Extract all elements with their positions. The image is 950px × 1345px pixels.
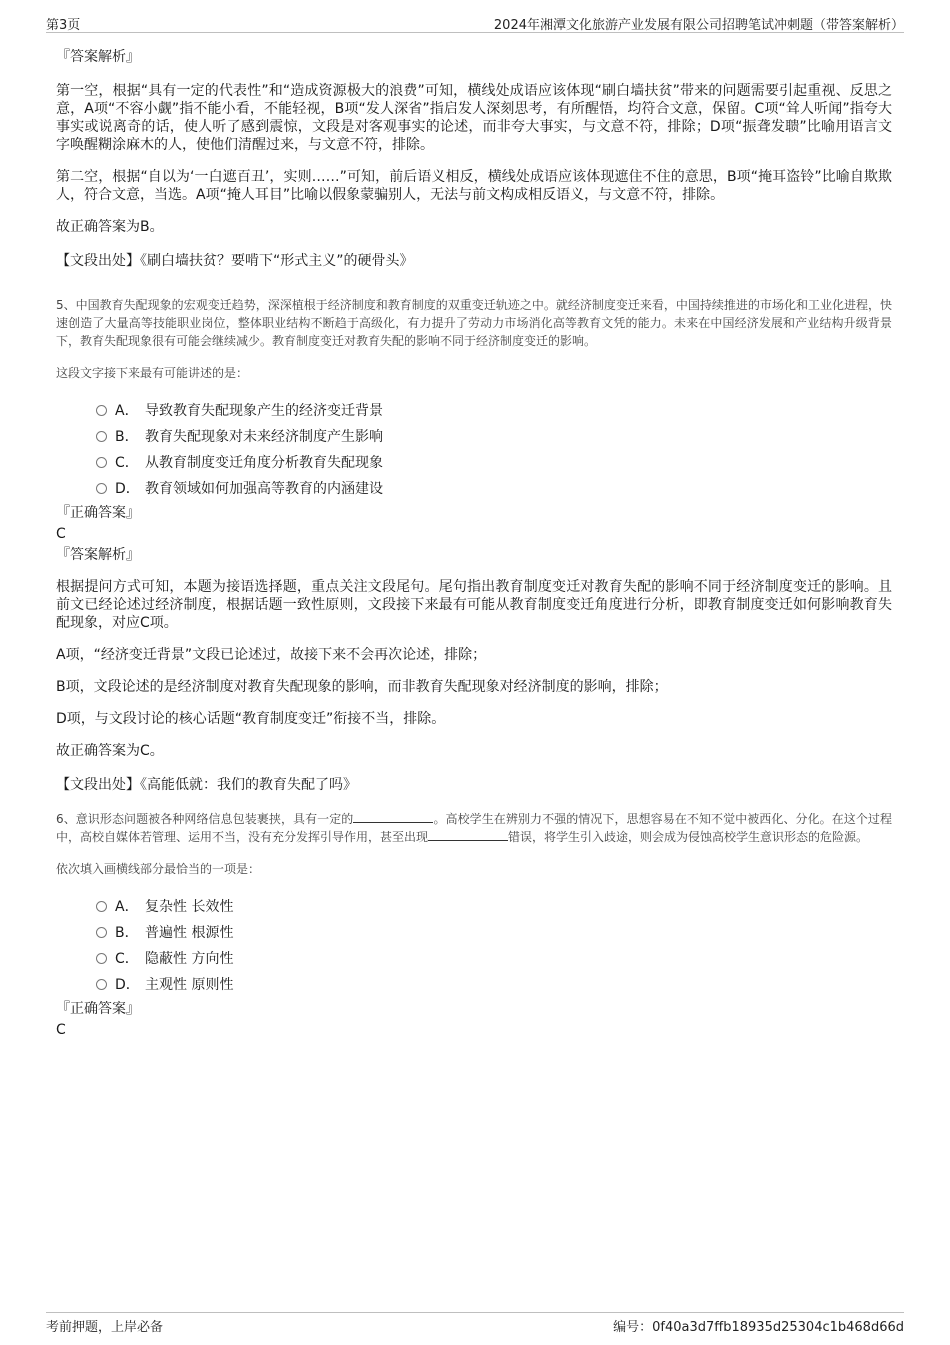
- q5-conclusion: 故正确答案为C。: [56, 743, 164, 759]
- q5-options: [96, 398, 892, 502]
- page-header: [46, 12, 904, 33]
- blank-line: [353, 810, 433, 823]
- q5-option-b[interactable]: B． 教育失配现象对未来经济制度产生影响: [96, 424, 892, 450]
- q5-stem: 5、中国教育失配现象的宏观变迁趋势，深深植根于经济制度和教育制度的双重变迁轨迹之中。就经济制度变迁来看，中国持续推进的市场化和工业化进程，快速创造了大量高等技能职业岗位，整体职业结构不断趋于高级化，有力提升了劳动力市场消化高等教育文凭的能力。未来在中国经济发展和产业结构升级背景下，教育失配现象很有可能会继续减少。教育制度变迁对教育失配的影响不同于经济制度变迁的影响。: [56, 298, 892, 348]
- q6-option-c[interactable]: C． 隐蔽性 方向性: [96, 946, 892, 972]
- q4-conclusion: 故正确答案为B。: [56, 219, 164, 235]
- q6-option-a[interactable]: A． 复杂性 长效性: [96, 894, 892, 920]
- q4-source-label: 【文段出处】: [56, 253, 140, 269]
- q4-analysis-heading: 『答案解析』: [56, 49, 140, 65]
- document-title: 2024年湘潭文化旅游产业发展有限公司招聘笔试冲刺题（带答案解析）: [493, 18, 904, 33]
- q5-analysis-a: A项，“经济变迁背景”文段已论述过，故接下来不会再次论述，排除；: [56, 647, 487, 663]
- q5-option-c[interactable]: C． 从教育制度变迁角度分析教育失配现象: [96, 450, 892, 476]
- page-footer: [46, 1312, 904, 1335]
- radio-icon[interactable]: [96, 901, 107, 912]
- radio-icon[interactable]: [96, 405, 107, 416]
- q6-option-b[interactable]: B． 普遍性 根源性: [96, 920, 892, 946]
- q5-option-d[interactable]: D． 教育领域如何加强高等教育的内涵建设: [96, 476, 892, 502]
- q5-question: 这段文字接下来最有可能讲述的是：: [56, 366, 249, 380]
- q5-option-a[interactable]: A． 导致教育失配现象产生的经济变迁背景: [96, 398, 892, 424]
- radio-icon[interactable]: [96, 927, 107, 938]
- q5-source-label: 【文段出处】: [56, 777, 140, 793]
- q6-answer: C: [56, 1022, 66, 1038]
- radio-icon[interactable]: [96, 979, 107, 990]
- q6-options: [96, 894, 892, 998]
- footer-slogan: 考前押题，上岸必备: [46, 1320, 164, 1335]
- q5-source-title: 《高能低就：我们的教育失配了吗》: [140, 777, 357, 793]
- q5-analysis-b: B项，文段论述的是经济制度对教育失配现象的影响，而非教育失配现象对经济制度的影响，排除；: [56, 679, 668, 695]
- radio-icon[interactable]: [96, 483, 107, 494]
- page-content: [56, 48, 892, 1039]
- q4-analysis-paragraph-1: 第一空，根据“具有一定的代表性”和“造成资源极大的浪费”可知，横线处成语应该体现“刷白墙扶贫”带来的问题需要引起重视、反思之意，A项“不容小觑”指不能小看，不能轻视，B项“发人深省”指启发人深刻思考，有所醒悟，均符合文意，保留。C项“耸人听闻”指夸大事实或说离奇的话，使人听了感到震惊，文段是对客观事实的论述，而非夸大事实，与文意不符，排除；D项“振聋发聩”比喻用语言文字唤醒糊涂麻木的人，使他们清醒过来，与文意不符，排除。: [56, 83, 892, 153]
- q4-source: [56, 252, 892, 270]
- page-number: 第3页: [46, 18, 81, 33]
- footer-code: 编号：0f40a3d7ffb18935d25304c1b468d66d: [613, 1320, 904, 1335]
- q5-source: [56, 776, 892, 794]
- q5-answer: C: [56, 526, 66, 542]
- blank-line: [428, 828, 508, 841]
- q6-answer-heading: 『正确答案』: [56, 1001, 140, 1017]
- q6-question: 依次填入画横线部分最恰当的一项是：: [56, 862, 261, 876]
- q5-analysis-d: D项，与文段讨论的核心话题“教育制度变迁”衔接不当，排除。: [56, 711, 446, 727]
- radio-icon[interactable]: [96, 457, 107, 468]
- q5-analysis-heading: 『答案解析』: [56, 547, 140, 563]
- radio-icon[interactable]: [96, 431, 107, 442]
- q6-stem: 6、意识形态问题被各种网络信息包装裹挟，具有一定的 。高校学生在辨别力不强的情况下，思想容易在不知不觉中被西化、分化。在这个过程中，高校自媒体若管理、运用不当，没有充分发挥引导作用，甚至出现 错误，将学生引入歧途，则会成为侵蚀高校学生意识形态的危险源。: [56, 812, 892, 844]
- q6-option-d[interactable]: D． 主观性 原则性: [96, 972, 892, 998]
- q4-analysis-paragraph-2: 第二空，根据“自以为‘一白遮百丑’，实则……”可知，前后语义相反，横线处成语应该体现遮住不住的意思，B项“掩耳盗铃”比喻自欺欺人，符合文意，当选。A项“掩人耳目”比喻以假象蒙骗别人，无法与前文构成相反语义，与文意不符，排除。: [56, 169, 892, 203]
- q4-source-title: 《刷白墙扶贫？要啃下“形式主义”的硬骨头》: [140, 253, 414, 269]
- q5-answer-heading: 『正确答案』: [56, 505, 140, 521]
- radio-icon[interactable]: [96, 953, 107, 964]
- q5-analysis-paragraph: 根据提问方式可知，本题为接语选择题，重点关注文段尾句。尾句指出教育制度变迁对教育失配的影响不同于经济制度变迁的影响。且前文已经论述过经济制度，根据话题一致性原则，文段接下来最有可能从教育制度变迁角度进行分析，即教育制度变迁如何影响教育失配现象，对应C项。: [56, 579, 892, 631]
